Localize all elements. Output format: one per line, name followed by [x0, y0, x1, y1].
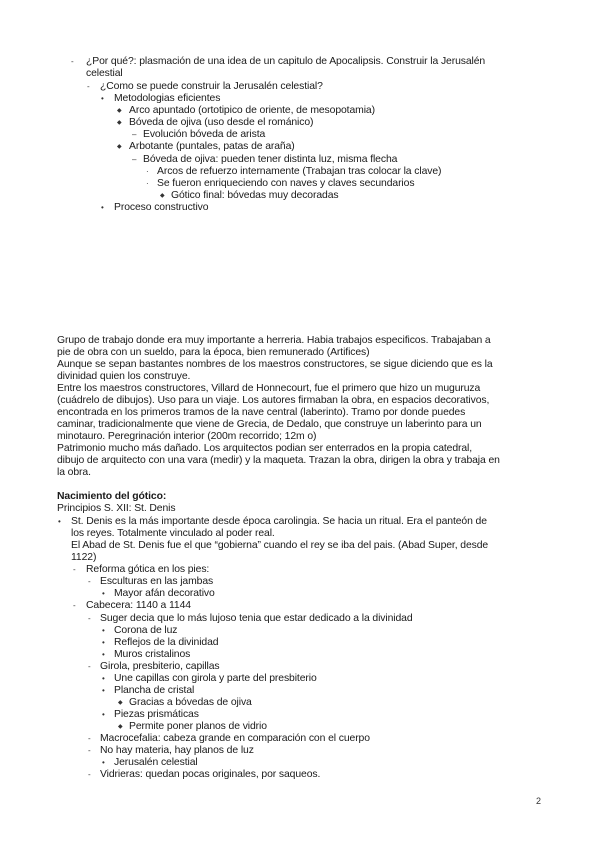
dash-bullet: · [146, 167, 149, 176]
list-item: Piezas prismáticas [114, 709, 199, 720]
dash-bullet: - [73, 565, 76, 574]
paragraph-line: Entre los maestros constructores, Villard de Honnecourt, fue el primero que hizo un muguruza [57, 383, 481, 394]
list-item: Girola, presbiterio, capillas [100, 661, 220, 672]
diamond-bullet: ◆ [118, 700, 123, 706]
paragraph-line: (cuádrelo de dibujos). Uso para un viaje. Los autores firmaban la obra, en espacios decorativos, [57, 395, 490, 406]
dot-bullet: • [102, 674, 105, 683]
dot-bullet: • [102, 758, 105, 767]
dot-bullet: • [102, 686, 105, 695]
paragraph-line: Patrimonio mucho más dañado. Los arquitectos podian ser enterrados en la propia catedral, [57, 443, 473, 454]
list-item-cont: 1122) [71, 552, 97, 563]
dash-bullet: - [88, 614, 91, 623]
outline-item: Arbotante (puntales, patas de araña) [129, 141, 295, 152]
diamond-bullet: ◆ [117, 108, 122, 114]
outline-item: Gótico final: bóvedas muy decoradas [171, 190, 339, 201]
diamond-bullet: ◆ [118, 724, 123, 730]
outline-item: Metodologias eficientes [114, 93, 221, 104]
dot-bullet: • [102, 650, 105, 659]
outline-item: Bóveda de ojiva: pueden tener distinta luz, misma flecha [143, 154, 398, 165]
dash-bullet: – [132, 130, 137, 139]
list-item: Macrocefalia: cabeza grande en comparación con el cuerpo [100, 733, 370, 744]
outline-item-cont: celestial [86, 68, 123, 79]
outline-item: Evolución bóveda de arista [143, 129, 266, 140]
dash-bullet: - [87, 82, 90, 91]
list-item: Une capillas con girola y parte del presbiterio [114, 673, 317, 684]
list-item: Reforma gótica en los pies: [86, 564, 210, 575]
dash-bullet: - [73, 601, 76, 610]
list-item: Esculturas en las jambas [100, 576, 214, 587]
paragraph-line: pie de obra con un sueldo, para la época, bien remunerado (Artifices) [57, 347, 370, 358]
paragraph-line: divinidad quien los construye. [57, 371, 191, 382]
page-number: 2 [536, 796, 541, 806]
list-item: Mayor afán decorativo [114, 588, 215, 599]
paragraph-line: caminar, tradicionalmente que viene de Grecia, de Dedalo, que construye un laberinto para un [57, 419, 482, 430]
dash-bullet: - [71, 57, 74, 66]
paragraph-line: encontrada en los primeros tramos de la nave central (laberinto). Tramo por donde puedes [57, 407, 466, 418]
diamond-bullet: ◆ [117, 120, 122, 126]
outline-item: ¿Por qué?: plasmación de una idea de un capitulo de Apocalipsis. Construir la Jerusalén [86, 56, 486, 67]
dot-bullet: • [101, 203, 104, 212]
dash-bullet: – [132, 155, 137, 164]
section-heading: Nacimiento del gótico: [57, 491, 167, 502]
dot-bullet: • [102, 710, 105, 719]
dash-bullet: - [88, 746, 91, 755]
outline-item: Se fueron enriqueciendo con naves y claves secundarios [157, 178, 415, 189]
dot-bullet: • [58, 517, 61, 526]
dot-bullet: • [102, 626, 105, 635]
list-item: Cabecera: 1140 a 1144 [86, 600, 191, 611]
section-subheading: Principios S. XII: St. Denis [57, 503, 176, 514]
paragraph-line: minotauro. Peregrinación interior (200m recorrido; 12m o) [57, 431, 317, 442]
diamond-bullet: ◆ [117, 144, 122, 150]
dash-bullet: · [146, 179, 149, 188]
paragraph-line: dibujo de arquitecto con una vara (medir) y la maqueta. Trazan la obra, dirigen la obra y trabaja en [57, 455, 500, 466]
outline-item: ¿Como se puede construir la Jerusalén celestial? [100, 81, 323, 92]
dot-bullet: • [101, 94, 104, 103]
dot-bullet: • [102, 589, 105, 598]
list-item: Vidrieras: quedan pocas originales, por saqueos. [100, 769, 321, 780]
outline-item: Bóveda de ojiva (uso desde el románico) [129, 117, 314, 128]
list-item: Gracias a bóvedas de ojiva [129, 697, 252, 708]
dot-bullet: • [102, 638, 105, 647]
dash-bullet: - [88, 734, 91, 743]
list-item: Reflejos de la divinidad [114, 637, 219, 648]
outline-item: Arco apuntado (ortotipico de oriente, de mesopotamia) [129, 105, 375, 116]
paragraph-line: Grupo de trabajo donde era muy importante a herreria. Habia trabajos especificos. Trabajaban a [57, 335, 491, 346]
outline-item: Arcos de refuerzo internamente (Trabajan tras colocar la clave) [157, 166, 442, 177]
dash-bullet: - [88, 770, 91, 779]
paragraph-line: la obra. [57, 467, 91, 478]
dash-bullet: - [88, 662, 91, 671]
list-item: Permite poner planos de vidrio [129, 721, 267, 732]
list-item: Muros cristalinos [114, 649, 191, 660]
list-item: Corona de luz [114, 625, 178, 636]
outline-item: Proceso constructivo [114, 202, 209, 213]
dash-bullet: - [88, 577, 91, 586]
diamond-bullet: ◆ [160, 193, 165, 199]
list-item: Plancha de cristal [114, 685, 195, 696]
list-item-cont: los reyes. Totalmente vinculado al poder real. [71, 528, 275, 539]
list-item: St. Denis es la más importante desde época carolingia. Se hacia un ritual. Era el panteón de [71, 516, 487, 527]
list-item: Jerusalén celestial [114, 757, 198, 768]
list-item: No hay materia, hay planos de luz [100, 745, 254, 756]
list-item-cont: El Abad de St. Denis fue el que “gobierna” cuando el rey se iba del pais. (Abad Super, desde [71, 540, 489, 551]
paragraph-line: Aunque se sepan bastantes nombres de los maestros constructores, se sigue diciendo que es la [57, 359, 493, 370]
list-item: Suger decia que lo más lujoso tenia que estar dedicado a la divinidad [100, 613, 413, 624]
